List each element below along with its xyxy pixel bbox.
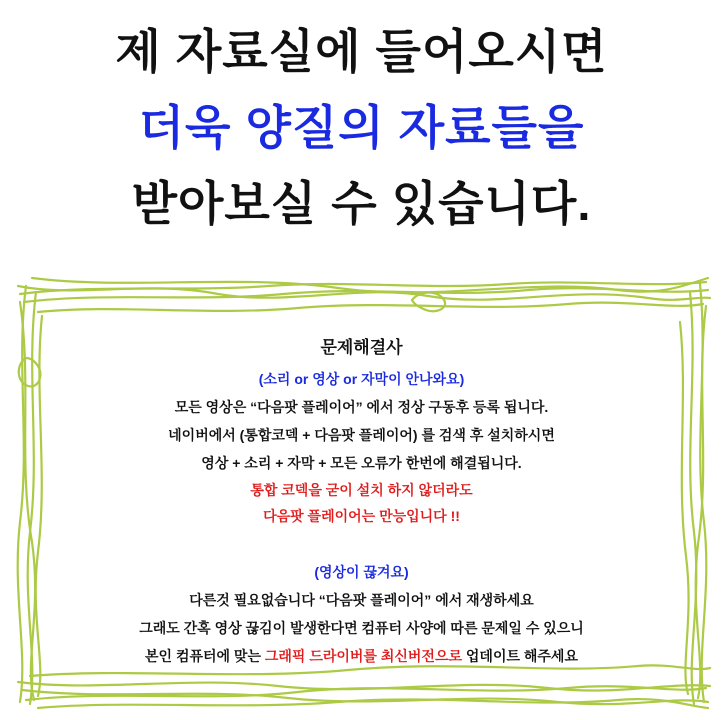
section2-last-line	[40, 642, 683, 670]
section2-last-pre: 본인 컴퓨터에 맞는	[145, 648, 265, 664]
section1-line-1: 모든 영상은 “다음팟 플레이어” 에서 정상 구동후 등록 됩니다.	[174, 399, 549, 415]
section2-line-2: 그래도 간혹 영상 끊김이 발생한다면 컴퓨터 사양에 따른 문제일 수 있으니	[139, 620, 584, 636]
section1-question: (소리 or 영상 or 자막이 안나와요)	[258, 371, 465, 387]
notice-title: 문제해결사	[320, 338, 403, 357]
headline-line-1: 제 자료실에 들어오시면	[115, 25, 608, 78]
section1-emphasis-1: 통합 코덱을 굳이 설치 하지 않더라도	[250, 482, 473, 498]
section1-line-3: 영상 + 소리 + 자막 + 모든 오류가 한번에 해결됩니다.	[201, 455, 522, 471]
section-spacer	[40, 529, 683, 559]
section2-last-highlight: 그래픽 드라이버를 최신버전으로	[264, 648, 462, 664]
headline-line-3: 받아보실 수 있습니다.	[131, 177, 592, 230]
section2-line-1: 다른것 필요없습니다 “다음팟 플레이어” 에서 재생하세요	[189, 592, 534, 608]
section2-last-post: 업데이트 해주세요	[462, 648, 578, 664]
notice-content	[40, 336, 683, 670]
headline-block	[0, 14, 723, 242]
section2-question: (영상이 끊겨요)	[314, 564, 409, 580]
headline-line-2: 더욱 양질의 자료들을	[138, 101, 585, 154]
section1-line-2: 네이버에서 (통합코덱 + 다음팟 플레이어) 를 검색 후 설치하시면	[168, 427, 555, 443]
section1-emphasis-2: 다음팟 플레이어는 만능입니다 !!	[263, 508, 460, 524]
